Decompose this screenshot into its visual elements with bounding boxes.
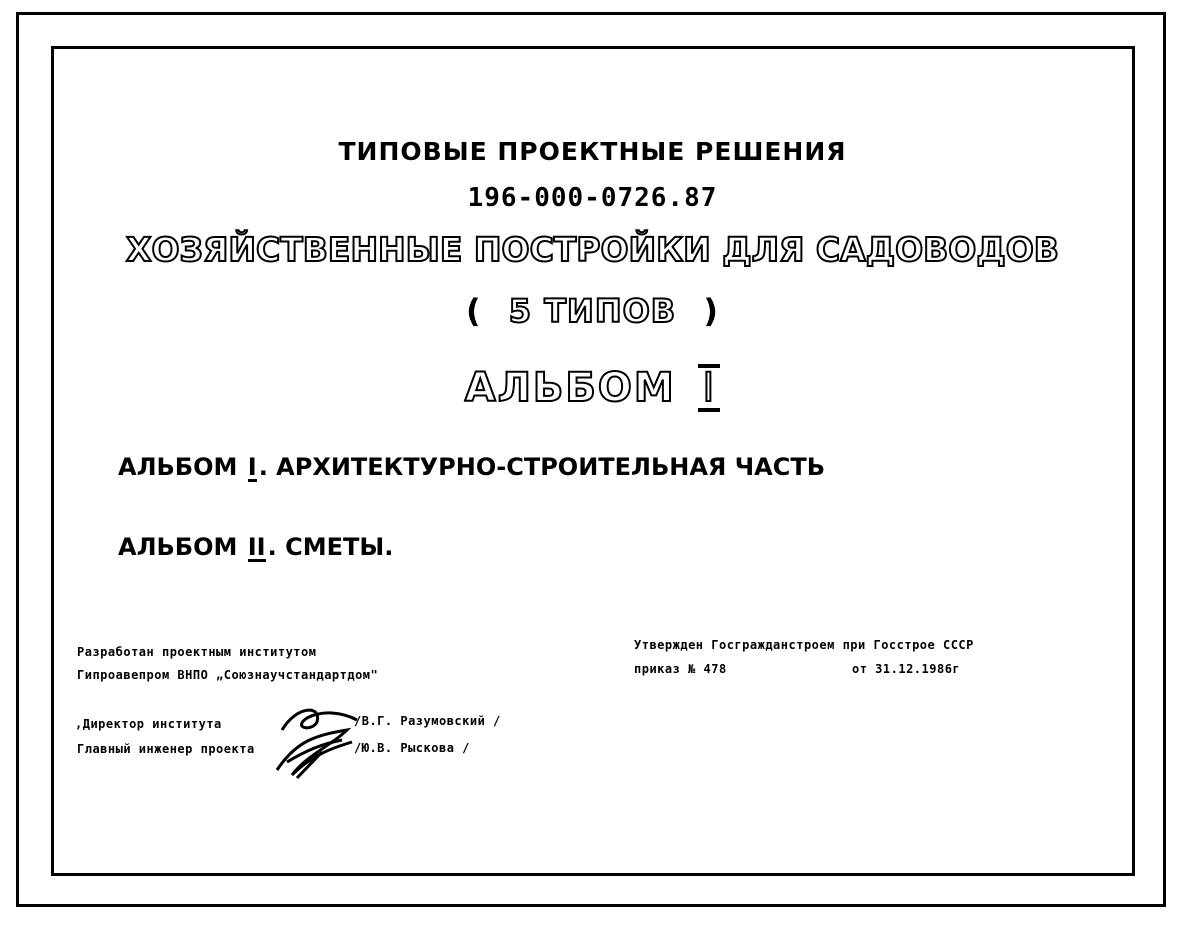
approval-date: от 31.12.1986г — [852, 662, 961, 676]
approval-order: приказ № 478 — [634, 662, 727, 676]
album-1-entry — [118, 453, 825, 482]
album-2-prefix: АЛЬБОМ — [118, 533, 238, 561]
album-2-title: . СМЕТЫ. — [267, 533, 394, 561]
series-title: ТИПОВЫЕ ПРОЕКТНЫЕ РЕШЕНИЯ — [338, 137, 847, 166]
series-code: 196-000-0726.87 — [467, 183, 718, 213]
approval-line-1: Утвержден Госгражданстроем при Госстрое СССР — [634, 638, 974, 652]
album-number: I — [698, 364, 720, 412]
director-name: /В.Г. Разумовский / — [354, 714, 501, 728]
engineer-name: /Ю.В. Рыскова / — [354, 741, 470, 755]
types-label: 5 ТИПОВ — [508, 292, 677, 330]
handwritten-signature — [262, 700, 362, 785]
album-1-number: I — [247, 453, 257, 481]
album-1-title: . АРХИТЕКТУРНО-СТРОИТЕЛЬНАЯ ЧАСТЬ — [258, 453, 826, 481]
album-2-number: II — [247, 533, 266, 561]
album-1-prefix: АЛЬБОМ — [118, 453, 238, 481]
engineer-label: Главный инженер проекта — [77, 742, 255, 756]
director-label: ,Директор института — [75, 717, 222, 731]
developer-line-2: Гипроавепром ВНПО „Союзнаучстандартдом" — [77, 668, 379, 682]
album-word: АЛЬБОМ — [464, 365, 676, 411]
developer-line-1: Разработан проектным институтом — [77, 645, 317, 659]
types-close-paren: ) — [703, 292, 719, 330]
main-title: ХОЗЯЙСТВЕННЫЕ ПОСТРОЙКИ ДЛЯ САДОВОДОВ — [126, 230, 1059, 269]
album-2-entry — [118, 533, 393, 562]
types-open-paren: ( — [466, 292, 482, 330]
album-heading — [0, 364, 1185, 412]
types-count — [0, 292, 1185, 330]
